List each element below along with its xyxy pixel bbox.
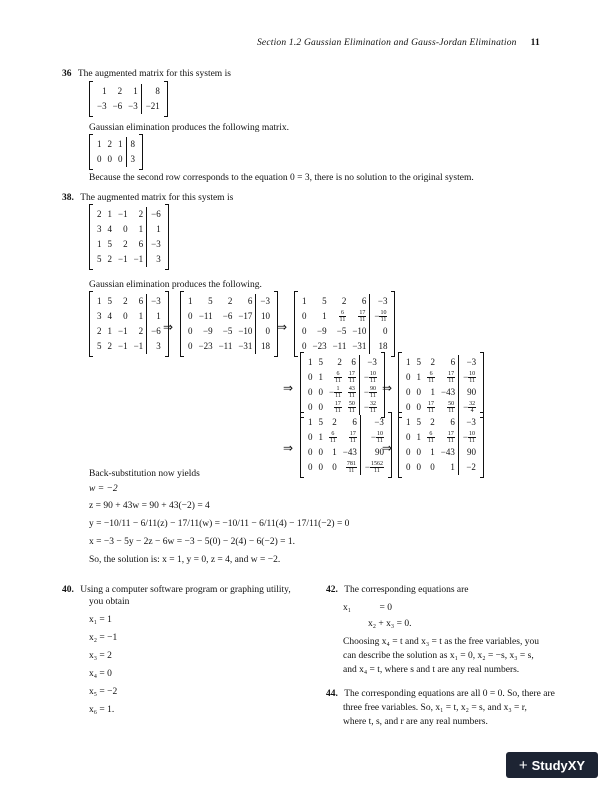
matrix-cell: 1 — [97, 139, 102, 149]
matrix-row — [94, 237, 164, 252]
matrix-cell: 1 — [118, 139, 123, 149]
problem-42 — [326, 584, 469, 596]
matrix-row — [94, 339, 164, 354]
problem-number: 40. — [62, 585, 74, 595]
matrix-cell: −10 — [238, 326, 253, 336]
matrix-cell: − $\frac{10}{11}$ — [459, 370, 480, 385]
matrix-cell: −1 — [118, 326, 128, 336]
matrix-cell: 0 — [123, 224, 128, 234]
equation-42-1: x₁ = 0 — [343, 603, 393, 613]
matrix-cell: 6 — [247, 296, 253, 306]
matrix-cell: 2 — [123, 239, 128, 249]
equation-y: y = −10/11 − 6/11(z) − 17/11(w) = −10/11 − 6/11(4) − 17/11(−2) = 0 — [89, 519, 350, 529]
plus-icon: + — [518, 756, 528, 774]
problem-42-text-2: can describe the solution as x₁ = 0, x₂ = −s, x₃ = s, — [343, 651, 534, 661]
matrix-cell: 0 — [188, 326, 193, 336]
problem-40 — [62, 584, 291, 596]
matrix-cell: 2 — [107, 139, 112, 149]
matrix-cell: 2 — [123, 296, 128, 306]
matrix-cell: − $\frac{32}{4}$ — [459, 400, 480, 415]
matrix-cell: 1 — [97, 239, 102, 249]
matrix-cell: 0 — [416, 447, 421, 457]
matrix-cell: −3 — [128, 101, 138, 111]
implies-arrow: ⇒ — [382, 381, 393, 395]
matrix-cell: 1 — [318, 432, 323, 442]
matrix-cell: 1 — [332, 447, 337, 457]
matrix-row — [185, 339, 273, 354]
matrix-cell: 5 — [107, 239, 112, 249]
matrix-cell: 1 — [406, 417, 411, 427]
matrix-cell: $\frac{17}{11}$ — [334, 401, 341, 415]
matrix-row — [305, 430, 387, 445]
matrix-cell: 1 — [416, 432, 421, 442]
matrix-cell: 0 — [302, 341, 307, 351]
matrix-38-step-b — [180, 292, 278, 356]
equation-w: w = −2 — [89, 484, 118, 494]
matrix-cell: 5 — [322, 296, 327, 306]
matrix-cell: 1 — [97, 296, 102, 306]
matrix-cell: −6 — [147, 324, 164, 339]
matrix-row — [94, 324, 164, 339]
matrix-cell: −23 — [198, 341, 213, 351]
matrix-38-step-g — [398, 413, 484, 477]
matrix-cell: 1 — [147, 222, 164, 237]
matrix-cell: −11 — [198, 311, 213, 321]
matrix-cell: 1 — [107, 209, 112, 219]
matrix-cell: $\frac{50}{11}$ — [448, 401, 455, 415]
x5-value: x₅ = −2 — [89, 687, 118, 697]
matrix-row — [403, 385, 479, 400]
implies-arrow: ⇒ — [283, 381, 294, 395]
matrix-cell: −3 — [147, 294, 164, 309]
matrix-cell: 0 — [416, 387, 421, 397]
matrix-cell: −5 — [336, 326, 347, 336]
matrix-cell: 10 — [256, 309, 273, 324]
running-header — [200, 38, 540, 48]
matrix-row — [94, 137, 138, 152]
matrix-cell: 0 — [318, 447, 323, 457]
matrix-cell: 5 — [318, 417, 323, 427]
matrix-cell: − $\frac{32}{11}$ — [359, 400, 380, 415]
matrix-cell: −3 — [97, 101, 107, 111]
matrix-cell: 3 — [147, 252, 164, 267]
matrix-row — [299, 294, 390, 309]
matrix-cell: −9 — [317, 326, 327, 336]
matrix-row — [94, 152, 138, 167]
matrix-row — [94, 252, 164, 267]
equation-42-2: x₂ + x₃ = 0. — [368, 619, 412, 629]
matrix-cell: 1 — [133, 86, 138, 96]
matrix-cell: 1 — [107, 326, 112, 336]
matrix-cell: 0 — [308, 387, 313, 397]
matrix-cell: −21 — [141, 99, 163, 114]
matrix-cell: 1 — [147, 309, 164, 324]
matrix-row — [94, 294, 164, 309]
matrix-cell: −5 — [222, 326, 233, 336]
matrix-cell: 6 — [361, 296, 367, 306]
problem-42-intro: The corresponding equations are — [344, 585, 469, 595]
matrix-row — [94, 309, 164, 324]
matrix-cell: 0 — [308, 372, 313, 382]
matrix-cell: 2 — [117, 86, 123, 96]
matrix-cell: 2 — [430, 357, 435, 367]
matrix-cell: 90 — [458, 445, 479, 460]
matrix-cell: $\frac{6}{11}$ — [339, 310, 346, 324]
matrix-cell: 0 — [318, 387, 323, 397]
matrix-cell: 6 — [351, 357, 356, 367]
matrix-row — [305, 370, 380, 385]
matrix-cell: −31 — [238, 341, 253, 351]
matrix-cell: 5 — [318, 357, 323, 367]
matrix-cell: 1 — [308, 417, 313, 427]
matrix-cell: 0 — [370, 324, 391, 339]
matrix-cell: −3 — [370, 294, 391, 309]
matrix-cell: 0 — [188, 311, 193, 321]
matrix-cell: 1 — [322, 311, 327, 321]
matrix-cell: 6 — [352, 417, 357, 427]
matrix-cell: 2 — [107, 341, 112, 351]
problem-36 — [62, 68, 231, 80]
matrix-cell: $\frac{17}{11}$ — [447, 431, 454, 445]
matrix-cell: 1 — [308, 357, 313, 367]
matrix-cell: 90 — [360, 445, 387, 460]
matrix-cell: 0 — [107, 154, 112, 164]
matrix-row — [299, 324, 390, 339]
matrix-row — [403, 370, 479, 385]
matrix-cell: 5 — [97, 254, 102, 264]
matrix-cell: −43 — [441, 387, 456, 397]
matrix-cell: 1 — [318, 372, 323, 382]
matrix-cell: 2 — [341, 296, 347, 306]
matrix-cell: 90 — [459, 385, 480, 400]
matrix-cell: − $\frac{10}{11}$ — [359, 370, 380, 385]
equation-z: z = 90 + 43w = 90 + 43(−2) = 4 — [89, 501, 210, 511]
matrix-cell: 1 — [102, 86, 107, 96]
matrix-row — [403, 460, 479, 475]
matrix-cell: −43 — [342, 447, 357, 457]
matrix-cell: $\frac{50}{11}$ — [348, 401, 355, 415]
matrix-cell: 6 — [138, 296, 144, 306]
matrix-row — [185, 309, 273, 324]
problem-42-text-1: Choosing x₄ = t and x₃ = t as the free variables, you — [343, 637, 539, 647]
matrix-cell: 18 — [370, 339, 391, 354]
matrix-cell: −3 — [359, 355, 380, 370]
matrix-cell: 3 — [147, 339, 164, 354]
matrix-cell: − $\frac{10}{11}$ — [360, 430, 387, 445]
problem-36-mid: Gaussian elimination produces the following matrix. — [89, 123, 289, 133]
matrix-cell: 1 — [430, 447, 435, 457]
matrix-row — [94, 207, 164, 222]
matrix-cell: 2 — [430, 417, 435, 427]
problem-number: 44. — [326, 689, 338, 699]
problem-42-text-3: and x₄ = t, where s and t are any real numbers. — [343, 665, 520, 675]
matrix-cell: −11 — [332, 341, 347, 351]
problem-36-conclusion: Because the second row corresponds to the equation 0 = 3, there is no solution to the original system. — [89, 173, 474, 183]
page-number: 11 — [530, 38, 540, 48]
matrix-cell: −1 — [118, 254, 128, 264]
implies-arrow: ⇒ — [163, 320, 174, 334]
matrix-cell: 3 — [97, 311, 102, 321]
matrix-cell: −3 — [256, 294, 273, 309]
matrix-cell: −6 — [147, 207, 164, 222]
matrix-row — [305, 415, 387, 430]
matrix-cell: 1 — [450, 462, 455, 472]
matrix-row — [305, 445, 387, 460]
matrix-38-step-f — [300, 413, 392, 477]
matrix-38-step-c — [294, 292, 395, 356]
matrix-cell: −17 — [238, 311, 253, 321]
problem-36-intro: The augmented matrix for this system is — [77, 69, 231, 79]
matrix-cell: −23 — [312, 341, 327, 351]
x2-value: x₂ = −1 — [89, 633, 118, 643]
matrix-row — [403, 415, 479, 430]
problem-38-intro: The augmented matrix for this system is — [80, 193, 234, 203]
problem-number: 36 — [62, 69, 72, 79]
matrix-row — [94, 99, 163, 114]
matrix-cell: − $\frac{10}{11}$ — [370, 309, 391, 324]
matrix-cell: 2 — [97, 326, 102, 336]
matrix-cell: 2 — [138, 326, 144, 336]
matrix-row — [94, 84, 163, 99]
problem-44 — [326, 688, 555, 700]
matrix-cell: $\frac{6}{11}$ — [428, 371, 434, 385]
matrix-cell: −1 — [133, 254, 144, 264]
matrix-cell: $\frac{6}{11}$ — [330, 431, 336, 445]
x4-value: x₄ = 0 — [89, 669, 112, 679]
matrix-cell: −6 — [112, 101, 123, 111]
matrix-cell: 0 — [302, 326, 307, 336]
matrix-cell: 0 — [430, 462, 435, 472]
matrix-cell: −2 — [458, 460, 479, 475]
matrix-cell: 4 — [107, 224, 112, 234]
problem-38-mid: Gaussian elimination produces the following. — [89, 280, 262, 290]
implies-arrow: ⇒ — [382, 441, 393, 455]
matrix-cell: 18 — [256, 339, 273, 354]
matrix-cell: 0 — [318, 402, 323, 412]
matrix-cell: $\frac{17}{11}$ — [448, 371, 455, 385]
matrix-row — [185, 324, 273, 339]
matrix-cell: 2 — [227, 296, 233, 306]
matrix-38-augmented — [89, 205, 169, 269]
problem-40-line2: you obtain — [89, 597, 130, 607]
x1-value: x₁ = 1 — [89, 615, 112, 625]
matrix-row — [299, 309, 390, 324]
matrix-row — [94, 222, 164, 237]
problem-44-text-3: where t, s, and r are any real numbers. — [343, 717, 488, 727]
problem-38 — [62, 192, 233, 204]
matrix-cell: 0 — [308, 432, 313, 442]
matrix-cell: 6 — [138, 239, 144, 249]
matrix-38-step-a — [89, 292, 169, 356]
matrix-cell: −11 — [218, 341, 233, 351]
matrix-cell: 8 — [141, 84, 163, 99]
matrix-cell: 0 — [308, 402, 313, 412]
matrix-cell: 5 — [416, 417, 421, 427]
matrix-cell: − $\frac{1}{11}$ — [329, 386, 341, 400]
matrix-cell: 5 — [208, 296, 213, 306]
matrix-row — [299, 339, 390, 354]
matrix-cell: −1 — [133, 341, 144, 351]
matrix-36-reduced — [89, 135, 143, 169]
matrix-cell: 3 — [97, 224, 102, 234]
matrix-row — [305, 355, 380, 370]
matrix-cell: 0 — [406, 372, 411, 382]
matrix-cell: 0 — [416, 462, 421, 472]
matrix-cell: 1 — [188, 296, 193, 306]
solution-38: So, the solution is: x = 1, y = 0, z = 4, and w = −2. — [89, 555, 281, 565]
problem-40-line1: Using a computer software program or graphing utility, — [80, 585, 291, 595]
back-substitution-label: Back-substitution now yields — [89, 469, 200, 479]
matrix-cell: 2 — [337, 357, 342, 367]
matrix-cell: 0 — [406, 462, 411, 472]
matrix-cell: −6 — [222, 311, 233, 321]
matrix-cell: 0 — [406, 432, 411, 442]
matrix-row — [305, 385, 380, 400]
matrix-cell: 8 — [126, 137, 138, 152]
matrix-cell: 1 — [416, 372, 421, 382]
matrix-row — [403, 445, 479, 460]
matrix-cell: −10 — [352, 326, 367, 336]
x3-value: x₃ = 2 — [89, 651, 112, 661]
matrix-cell: 0 — [318, 462, 323, 472]
matrix-cell: 0 — [308, 447, 313, 457]
matrix-cell: 5 — [97, 341, 102, 351]
matrix-cell: 0 — [416, 402, 421, 412]
matrix-cell: 4 — [107, 311, 112, 321]
matrix-cell: − $\frac{90}{11}$ — [359, 385, 380, 400]
matrix-cell: 0 — [256, 324, 273, 339]
matrix-cell: 0 — [188, 341, 193, 351]
matrix-36-augmented — [89, 82, 168, 116]
matrix-cell: 6 — [450, 357, 456, 367]
section-title: Section 1.2 Gaussian Elimination and Gauss-Jordan Elimination — [256, 38, 517, 48]
matrix-cell: 0 — [406, 387, 411, 397]
matrix-cell: 3 — [126, 152, 138, 167]
matrix-cell: $\frac{6}{11}$ — [428, 431, 434, 445]
implies-arrow: ⇒ — [283, 441, 294, 455]
matrix-cell: 0 — [406, 402, 411, 412]
matrix-cell: 5 — [416, 357, 421, 367]
matrix-cell: 1 — [302, 296, 307, 306]
matrix-cell: 0 — [118, 154, 123, 164]
matrix-cell: −3 — [459, 355, 480, 370]
logo-text: StudyXY — [531, 757, 586, 773]
matrix-cell: 0 — [406, 447, 411, 457]
problem-number: 42. — [326, 585, 338, 595]
matrix-cell: 1 — [138, 311, 144, 321]
matrix-cell: − $\frac{10}{11}$ — [458, 430, 479, 445]
matrix-cell: $\frac{6}{11}$ — [335, 371, 341, 385]
matrix-cell: 0 — [332, 462, 337, 472]
matrix-cell: −3 — [458, 415, 479, 430]
matrix-cell: $\frac{781}{11}$ — [346, 461, 356, 475]
matrix-cell: 2 — [138, 209, 144, 219]
matrix-38-step-d — [300, 353, 385, 417]
matrix-cell: 0 — [123, 311, 128, 321]
matrix-cell: 2 — [332, 417, 337, 427]
matrix-cell: −1 — [118, 209, 128, 219]
equation-x: x = −3 − 5y − 2z − 6w = −3 − 5(0) − 2(4) − 6(−2) = 1. — [89, 537, 295, 547]
matrix-cell: $\frac{43}{11}$ — [348, 386, 355, 400]
matrix-cell: −3 — [147, 237, 164, 252]
implies-arrow: ⇒ — [277, 320, 288, 334]
matrix-cell: $\frac{17}{11}$ — [348, 371, 355, 385]
matrix-cell: 2 — [107, 254, 112, 264]
matrix-row — [185, 294, 273, 309]
matrix-cell: $\frac{17}{11}$ — [428, 401, 434, 415]
problem-number: 38. — [62, 193, 74, 203]
matrix-38-step-e — [398, 353, 484, 417]
matrix-cell: 1 — [406, 357, 411, 367]
matrix-cell: 0 — [97, 154, 102, 164]
matrix-cell: 5 — [107, 296, 112, 306]
matrix-cell: 2 — [97, 209, 102, 219]
matrix-row — [403, 355, 479, 370]
matrix-cell: −9 — [203, 326, 213, 336]
studyxy-logo[interactable] — [506, 752, 598, 778]
matrix-cell: 1 — [138, 224, 144, 234]
matrix-row — [403, 430, 479, 445]
matrix-cell: −3 — [360, 415, 387, 430]
matrix-cell: 0 — [308, 462, 313, 472]
matrix-cell: 1 — [430, 387, 435, 397]
matrix-cell: −43 — [440, 447, 455, 457]
matrix-cell: 6 — [450, 417, 455, 427]
matrix-cell: −31 — [352, 341, 367, 351]
matrix-cell: $\frac{17}{11}$ — [349, 431, 356, 445]
problem-44-text-2: three free variables. So, x₁ = t, x₂ = s, and x₃ = r, — [343, 703, 527, 713]
matrix-cell: −1 — [118, 341, 128, 351]
x6-value: x₆ = 1. — [89, 705, 115, 715]
matrix-cell: − $\frac{1562}{11}$ — [360, 460, 387, 475]
matrix-row — [305, 460, 387, 475]
matrix-cell: 0 — [302, 311, 307, 321]
matrix-cell: $\frac{17}{11}$ — [359, 310, 366, 324]
problem-44-text-1: The corresponding equations are all 0 = 0. So, there are — [344, 689, 555, 699]
